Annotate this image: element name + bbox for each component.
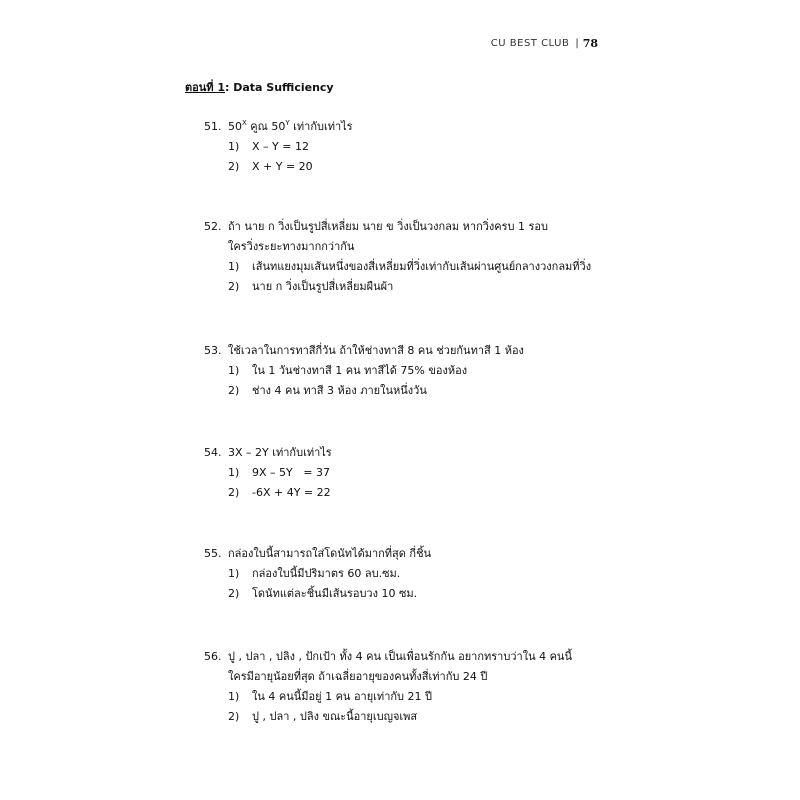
option-2: 2) -6X + 4Y = 22	[228, 486, 331, 499]
option-2: 2) นาย ก วิ่งเป็นรูปสี่เหลี่ยมผืนผ้า	[228, 280, 394, 293]
option-1: 1) เส้นทแยงมุมเส้นหนึ่งของสี่เหลี่ยมที่วิ่งเท่ากับเส้นผ่านศูนย์กลางวงกลมที่วิ่ง	[228, 260, 592, 273]
question-text: กล่องใบนี้สามารถใส่โดนัทได้มากที่สุด กี่ชิ้น	[228, 547, 432, 560]
option-2: 2) X + Y = 20	[228, 160, 313, 173]
header-separator: |	[575, 38, 579, 49]
question-53	[204, 341, 624, 401]
section-heading: : Data Sufficiency	[225, 81, 334, 94]
option-1: 1) ใน 1 วันช่างทาสี 1 คน ทาสีได้ 75% ของห้อง	[228, 364, 468, 377]
header-club-name: CU BEST CLUB	[490, 38, 570, 49]
question-56	[204, 647, 624, 727]
question-text: ถ้า นาย ก วิ่งเป็นรูปสี่เหลี่ยม นาย ข วิ่งเป็นวงกลม หากวิ่งครบ 1 รอบ	[228, 220, 549, 233]
option-1: 1) กล่องใบนี้มีปริมาตร 60 ลบ.ซม.	[228, 567, 401, 580]
option-2: 2) โดนัทแต่ละชิ้นมีเส้นรอบวง 10 ซม.	[228, 587, 418, 600]
question-text: 3X – 2Y เท่ากับเท่าไร	[228, 446, 332, 459]
question-text: ปู , ปลา , ปลิง , ปักเป้า ทั้ง 4 คน เป็นเพื่อนรักกัน อยากทราบว่าใน 4 คนนี้	[228, 650, 572, 663]
option-1: 1) X – Y = 12	[228, 140, 309, 153]
section-title	[185, 78, 334, 96]
option-1: 1) ใน 4 คนนี้มีอยู่ 1 คน อายุเท่ากับ 21 ปี	[228, 690, 432, 703]
option-2: 2) ช่าง 4 คน ทาสี 3 ห้อง ภายในหนึ่งวัน	[228, 384, 427, 397]
section-label: ตอนที่ 1	[185, 81, 226, 94]
question-52	[204, 217, 624, 297]
question-51	[204, 117, 624, 177]
question-number: 55.	[204, 547, 222, 560]
question-text-continued: ใครวิ่งระยะทางมากกว่ากัน	[228, 240, 355, 253]
page-header	[491, 37, 598, 50]
question-54	[204, 443, 624, 503]
question-text-continued: ใครมีอายุน้อยที่สุด ถ้าเฉลี่ยอายุของคนทั้งสี่เท่ากับ 24 ปี	[228, 670, 488, 683]
question-text: ใช้เวลาในการทาสีกี่วัน ถ้าให้ช่างทาสี 8 คน ช่วยกันทาสี 1 ห้อง	[228, 344, 524, 357]
option-2: 2) ปู , ปลา , ปลิง ขณะนี้อายุเบญจเพส	[228, 710, 418, 723]
question-number: 56.	[204, 650, 222, 663]
question-text: $50^X$ คูณ $50^Y$ เท่ากับเท่าไร	[228, 119, 353, 133]
page-number: 78	[582, 37, 598, 50]
question-number: 53.	[204, 344, 222, 357]
question-55	[204, 544, 624, 604]
question-number: 51.	[204, 120, 222, 133]
question-number: 54.	[204, 446, 222, 459]
option-1: 1) 9X – 5Y = 37	[228, 466, 330, 479]
question-number: 52.	[204, 220, 222, 233]
